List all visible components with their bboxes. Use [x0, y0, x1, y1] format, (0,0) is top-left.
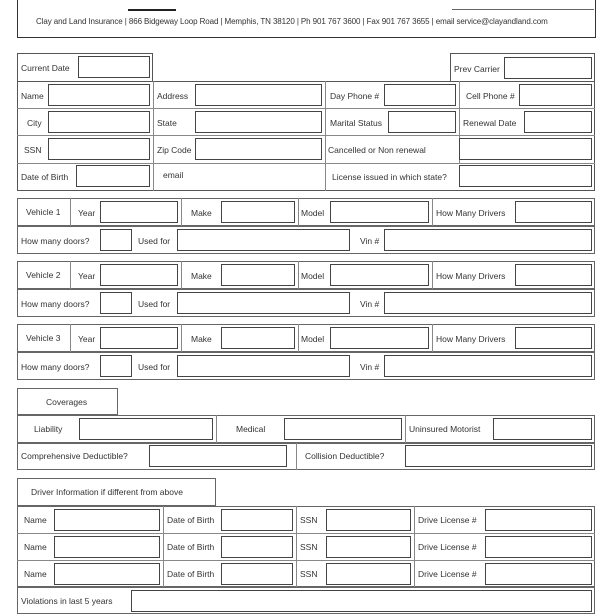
city-input[interactable] — [48, 111, 150, 133]
vehicle-3-model-label: Model — [301, 334, 325, 344]
grid-divider — [163, 506, 164, 587]
driver-2-name-label: Name — [24, 542, 47, 552]
driver-3-license-label: Drive License # — [418, 569, 477, 579]
vehicle-1-used-for-input[interactable] — [177, 229, 350, 251]
driver-3-name-input[interactable] — [54, 563, 160, 585]
vehicle-1-title: Vehicle 1 — [26, 207, 61, 217]
driver-info-title: Driver Information if different from above — [31, 487, 183, 497]
cancelled-input[interactable] — [459, 138, 592, 160]
grid-divider — [298, 198, 299, 226]
vehicle-3-make-label: Make — [191, 334, 212, 344]
comprehensive-input[interactable] — [149, 445, 287, 467]
vehicle-2-drivers-label: How Many Drivers — [436, 271, 506, 281]
current-date-label: Current Date — [21, 63, 70, 73]
driver-1-name-label: Name — [24, 515, 47, 525]
state-input[interactable] — [195, 111, 322, 133]
driver-1-license-input[interactable] — [485, 509, 592, 531]
driver-1-dob-input[interactable] — [221, 509, 293, 531]
grid-divider — [296, 506, 297, 587]
vehicle-1-year-input[interactable] — [100, 201, 178, 223]
grid-divider — [298, 261, 299, 289]
coverages-title: Coverages — [46, 397, 88, 407]
vehicle-1-vin-input[interactable] — [384, 229, 592, 251]
grid-divider — [70, 324, 71, 352]
vehicle-1-doors-label: How many doors? — [21, 236, 90, 246]
vehicle-1-vin-label: Vin # — [360, 236, 380, 246]
driver-3-ssn-input[interactable] — [326, 563, 411, 585]
collision-input[interactable] — [405, 445, 592, 467]
driver-3-dob-label: Date of Birth — [167, 569, 215, 579]
driver-2-ssn-input[interactable] — [326, 536, 411, 558]
grid-divider — [17, 560, 595, 561]
address-label: Address — [157, 91, 189, 101]
vehicle-2-doors-input[interactable] — [100, 292, 132, 314]
grid-divider — [17, 108, 595, 109]
driver-3-ssn-label: SSN — [300, 569, 318, 579]
violations-label: Violations in last 5 years — [21, 596, 113, 606]
vehicle-3-title: Vehicle 3 — [26, 333, 61, 343]
liability-label: Liability — [34, 424, 63, 434]
vehicle-2-vin-label: Vin # — [360, 299, 380, 309]
driver-1-name-input[interactable] — [54, 509, 160, 531]
vehicle-1-model-input[interactable] — [330, 201, 429, 223]
grid-divider — [181, 261, 182, 289]
grid-divider — [70, 198, 71, 226]
vehicle-1-drivers-input[interactable] — [515, 201, 592, 223]
grid-divider — [432, 261, 433, 289]
renewal-date-input[interactable] — [524, 111, 592, 133]
grid-divider — [17, 135, 595, 136]
comprehensive-label: Comprehensive Deductible? — [21, 451, 128, 461]
uninsured-input[interactable] — [493, 418, 592, 440]
grid-divider — [153, 81, 154, 191]
vehicle-2-used-for-label: Used for — [138, 299, 171, 309]
grid-divider — [17, 163, 595, 164]
name-label: Name — [21, 91, 44, 101]
vehicle-2-make-label: Make — [191, 271, 212, 281]
violations-input[interactable] — [131, 590, 592, 612]
state-label: State — [157, 118, 177, 128]
driver-2-dob-label: Date of Birth — [167, 542, 215, 552]
current-date-input[interactable] — [78, 56, 150, 78]
vehicle-2-make-input[interactable] — [221, 264, 295, 286]
vehicle-2-year-input[interactable] — [100, 264, 178, 286]
liability-input[interactable] — [79, 418, 213, 440]
medical-input[interactable] — [284, 418, 402, 440]
vehicle-2-vin-input[interactable] — [384, 292, 592, 314]
vehicle-3-year-label: Year — [78, 334, 96, 344]
email-label: email — [163, 170, 184, 180]
vehicle-1-make-label: Make — [191, 208, 212, 218]
vehicle-2-year-label: Year — [78, 271, 96, 281]
vehicle-1-year-label: Year — [78, 208, 96, 218]
grid-divider — [181, 198, 182, 226]
driver-1-dob-label: Date of Birth — [167, 515, 215, 525]
prev-carrier-input[interactable] — [504, 57, 592, 79]
address-input[interactable] — [195, 84, 322, 106]
vehicle-1-make-input[interactable] — [221, 201, 295, 223]
vehicle-3-year-input[interactable] — [100, 327, 178, 349]
renewal-date-label: Renewal Date — [463, 118, 517, 128]
vehicle-3-drivers-label: How Many Drivers — [436, 334, 506, 344]
driver-3-license-input[interactable] — [485, 563, 592, 585]
vehicle-3-doors-label: How many doors? — [21, 362, 90, 372]
grid-divider — [70, 261, 71, 289]
vehicle-3-used-for-input[interactable] — [177, 355, 350, 377]
day-phone-input[interactable] — [384, 84, 456, 106]
vehicle-2-doors-label: How many doors? — [21, 299, 90, 309]
vehicle-1-model-label: Model — [301, 208, 325, 218]
ssn-label: SSN — [24, 145, 42, 155]
vehicle-3-vin-input[interactable] — [384, 355, 592, 377]
company-info-line: Clay and Land Insurance | 866 Bidgeway Loop Road | Memphis, TN 38120 | Ph 901 767 3600 | Fax 901 767 3655 | email service@clayandland.com — [36, 17, 548, 26]
driver-1-license-label: Drive License # — [418, 515, 477, 525]
vehicle-3-vin-label: Vin # — [360, 362, 380, 372]
driver-2-ssn-label: SSN — [300, 542, 318, 552]
collision-label: Collision Deductible? — [305, 451, 385, 461]
vehicle-1-drivers-label: How Many Drivers — [436, 208, 506, 218]
dob-label: Date of Birth — [21, 172, 69, 182]
vehicle-3-make-input[interactable] — [221, 327, 295, 349]
license-state-input[interactable] — [459, 165, 592, 187]
header-tab-mark-right — [452, 0, 594, 10]
header-tab-mark — [128, 0, 176, 11]
driver-3-dob-input[interactable] — [221, 563, 293, 585]
vehicle-2-drivers-input[interactable] — [515, 264, 592, 286]
driver-1-ssn-input[interactable] — [326, 509, 411, 531]
driver-1-ssn-label: SSN — [300, 515, 318, 525]
cancelled-label: Cancelled or Non renewal — [328, 145, 426, 155]
dob-input[interactable] — [76, 165, 150, 187]
uninsured-label: Uninsured Motorist — [409, 424, 481, 434]
vehicle-2-model-input[interactable] — [330, 264, 429, 286]
day-phone-label: Day Phone # — [330, 91, 380, 101]
vehicle-2-used-for-input[interactable] — [177, 292, 350, 314]
driver-2-dob-input[interactable] — [221, 536, 293, 558]
vehicle-1-doors-input[interactable] — [100, 229, 132, 251]
zip-code-label: Zip Code — [157, 145, 192, 155]
vehicle-3-used-for-label: Used for — [138, 362, 171, 372]
marital-status-label: Marital Status — [330, 118, 382, 128]
vehicle-1-used-for-label: Used for — [138, 236, 171, 246]
cell-phone-label: Cell Phone # — [466, 91, 515, 101]
grid-divider — [405, 415, 406, 443]
name-input[interactable] — [48, 84, 150, 106]
driver-3-name-label: Name — [24, 569, 47, 579]
vehicle-3-drivers-input[interactable] — [515, 327, 592, 349]
grid-divider — [296, 443, 297, 470]
vehicle-2-title: Vehicle 2 — [26, 270, 61, 280]
ssn-input[interactable] — [48, 138, 150, 160]
marital-status-input[interactable] — [388, 111, 456, 133]
grid-divider — [298, 324, 299, 352]
grid-divider — [432, 198, 433, 226]
license-state-label: License issued in which state? — [332, 172, 447, 182]
grid-divider — [216, 415, 217, 443]
grid-divider — [181, 324, 182, 352]
grid-divider — [325, 81, 326, 191]
grid-divider — [432, 324, 433, 352]
grid-divider — [17, 533, 595, 534]
cell-phone-input[interactable] — [519, 84, 592, 106]
vehicle-3-doors-input[interactable] — [100, 355, 132, 377]
grid-divider — [414, 506, 415, 587]
zip-code-input[interactable] — [195, 138, 322, 160]
prev-carrier-label: Prev Carrier — [454, 64, 500, 74]
driver-2-license-label: Drive License # — [418, 542, 477, 552]
vehicle-2-model-label: Model — [301, 271, 325, 281]
medical-label: Medical — [236, 424, 266, 434]
vehicle-3-model-input[interactable] — [330, 327, 429, 349]
driver-2-license-input[interactable] — [485, 536, 592, 558]
driver-2-name-input[interactable] — [54, 536, 160, 558]
city-label: City — [27, 118, 42, 128]
